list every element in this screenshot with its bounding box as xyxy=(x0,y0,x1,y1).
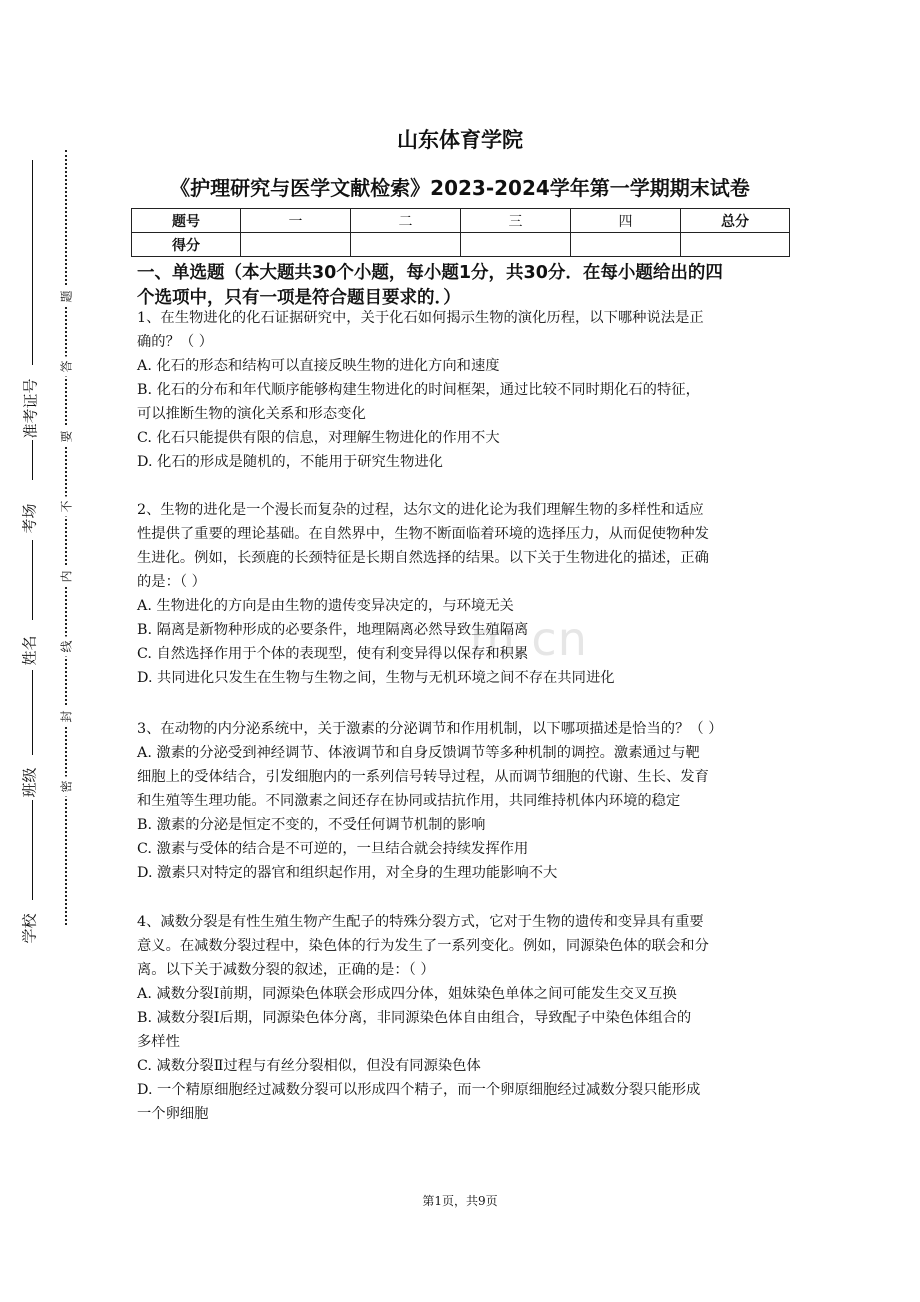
question-stem: 生进化。例如，长颈鹿的长颈特征是长期自然选择的结果。以下关于生物进化的描述，正确 xyxy=(137,550,709,566)
section-heading-line: 个选项中，只有一项是符合题目要求的．） xyxy=(137,288,461,308)
question-stem: 1、在生物进化的化石证据研究中，关于化石如何揭示生物的演化历程，以下哪种说法是正 xyxy=(137,310,704,326)
score-cell: 三 xyxy=(461,209,571,233)
option-b: B. 减数分裂Ⅰ后期，同源染色体分离，非同源染色体自由组合，导致配子中染色体组合的 xyxy=(137,1010,692,1026)
seal-char: 内 xyxy=(58,567,75,587)
score-input-cell[interactable] xyxy=(571,233,681,257)
question-stem: 4、减数分裂是有性生殖生物产生配子的特殊分裂方式，它对于生物的遗传和变异具有重要 xyxy=(137,914,704,930)
seal-char: 线 xyxy=(58,637,75,657)
score-table-score-row xyxy=(132,233,790,257)
score-table xyxy=(131,208,790,257)
question-3 xyxy=(137,717,787,885)
seal-char: 不 xyxy=(58,497,75,517)
seal-dotted-line xyxy=(65,150,67,925)
section-heading-line: 一、单选题（本大题共30个小题，每小题1分，共30分．在每小题给出的四 xyxy=(137,263,723,283)
score-cell: 得分 xyxy=(132,233,241,257)
page-footer: 第1页，共9页 xyxy=(422,1194,498,1208)
option-b: 多样性 xyxy=(137,1034,180,1050)
score-cell: 题号 xyxy=(132,209,241,233)
field-label-class: 班级 xyxy=(20,767,39,798)
school-name: 山东体育学院 xyxy=(397,128,523,152)
score-cell: 二 xyxy=(351,209,461,233)
score-cell: 四 xyxy=(571,209,681,233)
underline-class xyxy=(32,670,33,755)
question-stem: 2、生物的进化是一个漫长而复杂的过程，达尔文的进化论为我们理解生物的多样性和适应 xyxy=(137,502,704,518)
option-c: C. 激素与受体的结合是不可逆的，一旦结合就会持续发挥作用 xyxy=(137,841,529,857)
option-b: B. 激素的分泌是恒定不变的，不受任何调节机制的影响 xyxy=(137,817,486,833)
option-b: B. 化石的分布和年代顺序能够构建生物进化的时间框架，通过比较不同时期化石的特征， xyxy=(137,382,700,398)
underline-exam-room xyxy=(32,440,33,480)
field-label-exam-room: 考场 xyxy=(20,503,39,534)
option-c: C. 化石只能提供有限的信息，对理解生物进化的作用不大 xyxy=(137,430,500,446)
question-1 xyxy=(137,306,787,474)
seal-char: 要 xyxy=(58,427,75,447)
question-stem: 3、在动物的内分泌系统中，关于激素的分泌调节和作用机制，以下哪项描述是恰当的？（ ） xyxy=(137,721,723,737)
option-a: A. 减数分裂Ⅰ前期，同源染色体联会形成四分体，姐妹染色单体之间可能发生交叉互换 xyxy=(137,986,677,1002)
score-input-cell[interactable] xyxy=(461,233,571,257)
option-a: A. 化石的形态和结构可以直接反映生物的进化方向和速度 xyxy=(137,358,500,374)
option-b: 可以推断生物的演化关系和形态变化 xyxy=(137,406,366,422)
seal-char: 答 xyxy=(58,357,75,377)
option-a: A. 生物进化的方向是由生物的遗传变异决定的，与环境无关 xyxy=(137,598,514,614)
question-stem: 性提供了重要的理论基础。在自然界中，生物不断面临着环境的选择压力，从而促使物种发 xyxy=(137,526,709,542)
option-d: D. 共同进化只发生在生物与生物之间，生物与无机环境之间不存在共同进化 xyxy=(137,670,615,686)
option-d: D. 化石的形成是随机的，不能用于研究生物进化 xyxy=(137,454,443,470)
field-label-exam-number: 准考证号 xyxy=(21,378,40,439)
option-c: C. 减数分裂Ⅱ过程与有丝分裂相似，但没有同源染色体 xyxy=(137,1058,481,1074)
seal-char: 题 xyxy=(58,287,75,307)
exam-title: 《护理研究与医学文献检索》2023-2024学年第一学期期末试卷 xyxy=(170,176,750,200)
section-heading xyxy=(137,261,787,311)
question-4 xyxy=(137,910,787,1126)
question-stem: 的是：（ ） xyxy=(137,574,206,590)
option-c: C. 自然选择作用于个体的表现型，使有利变异得以保存和积累 xyxy=(137,646,529,662)
option-a: A. 激素的分泌受到神经调节、体液调节和自身反馈调节等多种机制的调控。激素通过与靶 xyxy=(137,745,700,761)
underline-school xyxy=(32,800,33,900)
seal-char: 密 xyxy=(58,777,75,797)
field-label-name: 姓名 xyxy=(20,635,39,666)
question-2 xyxy=(137,498,787,690)
score-cell: 总分 xyxy=(681,209,790,233)
score-input-cell[interactable] xyxy=(351,233,461,257)
option-a: 和生殖等生理功能。不同激素之间还存在协同或拮抗作用，共同维持机体内环境的稳定 xyxy=(137,793,681,809)
score-input-cell[interactable] xyxy=(241,233,351,257)
option-d: D. 一个精原细胞经过减数分裂可以形成四个精子，而一个卵原细胞经过减数分裂只能形成 xyxy=(137,1082,701,1098)
option-b: B. 隔离是新物种形成的必要条件，地理隔离必然导致生殖隔离 xyxy=(137,622,529,638)
seal-char: 封 xyxy=(58,707,75,727)
option-d: D. 激素只对特定的器官和组织起作用，对全身的生理功能影响不大 xyxy=(137,865,558,881)
option-a: 细胞上的受体结合，引发细胞内的一系列信号转导过程，从而调节细胞的代谢、生长、发育 xyxy=(137,769,709,785)
score-input-cell[interactable] xyxy=(681,233,790,257)
underline-name xyxy=(32,540,33,620)
field-label-school: 学校 xyxy=(20,913,39,944)
question-stem: 离。以下关于减数分裂的叙述，正确的是：（ ） xyxy=(137,962,435,978)
watermark: m.cn xyxy=(470,612,588,666)
question-stem: 确的？（ ） xyxy=(137,334,214,350)
score-cell: 一 xyxy=(241,209,351,233)
score-table-header-row xyxy=(132,209,790,233)
question-stem: 意义。在减数分裂过程中，染色体的行为发生了一系列变化。例如，同源染色体的联会和分 xyxy=(137,938,709,954)
option-d: 一个卵细胞 xyxy=(137,1106,209,1122)
